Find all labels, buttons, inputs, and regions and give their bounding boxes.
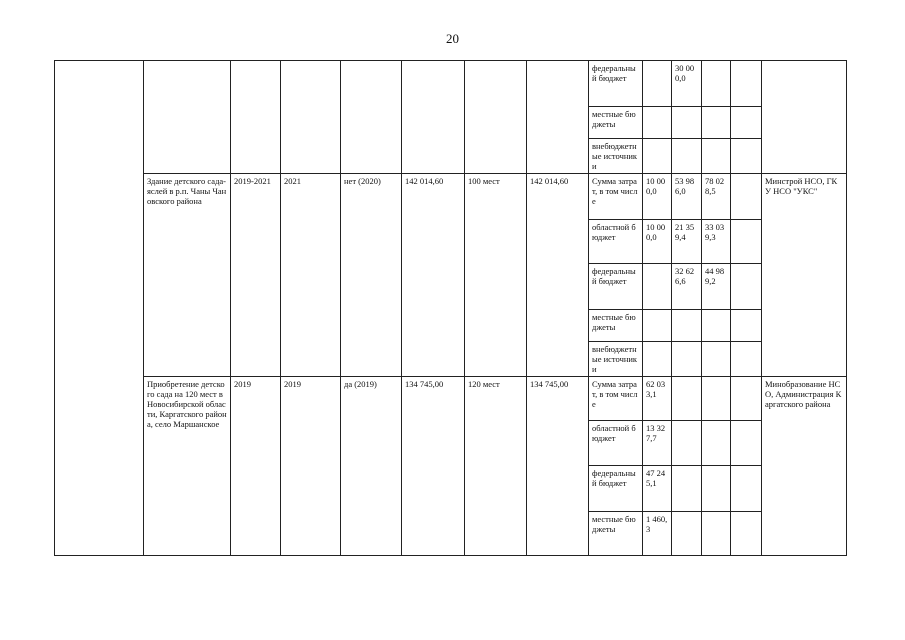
source-label: Сумма затрат, в том числе: [589, 174, 643, 220]
flag: нет (2020): [341, 174, 402, 377]
year: 2021: [281, 174, 341, 377]
cost-2: 142 014,60: [527, 174, 589, 377]
capacity: 120 мест: [465, 377, 527, 556]
source-label: внебюджетные источники: [589, 342, 643, 377]
first-column-cell: [55, 61, 144, 556]
source-label: Сумма затрат, в том числе: [589, 377, 643, 421]
year: 2019: [281, 377, 341, 556]
table-row: областной бюджет 10 000,0 21 359,4 33 039,3: [55, 220, 847, 264]
source-label: местные бюджеты: [589, 107, 643, 139]
source-label: областной бюджет: [589, 220, 643, 264]
source-label: федеральный бюджет: [589, 466, 643, 512]
table-row: Приобретение детского сада на 120 мест в Новосибирской области, Каргатского района, село Маршанское 2019 2019 да (2019) 134 745,00 120 мест 134 745,00 Сумма затрат, в том числе 62 033,1 Минобразование НСО, Администрация Каргатского района: [55, 377, 847, 421]
source-label: федеральный бюджет: [589, 61, 643, 107]
table-row: областной бюджет 13 327,7: [55, 421, 847, 466]
source-label: внебюджетные источники: [589, 139, 643, 174]
object-name: Приобретение детского сада на 120 мест в Новосибирской области, Каргатского района, село Маршанское: [144, 377, 231, 556]
flag: да (2019): [341, 377, 402, 556]
data-table: [54, 60, 847, 556]
capacity: 100 мест: [465, 174, 527, 377]
table-row: федеральный бюджет 32 626,6 44 989,2: [55, 264, 847, 310]
table-row: местные бюджеты 1 460,3: [55, 512, 847, 556]
period: 2019: [231, 377, 281, 556]
page-number: 20: [446, 31, 459, 46]
cost: 142 014,60: [402, 174, 465, 377]
period: 2019-2021: [231, 174, 281, 377]
source-label: местные бюджеты: [589, 512, 643, 556]
source-label: федеральный бюджет: [589, 264, 643, 310]
responsible: Минстрой НСО, ГКУ НСО "УКС": [762, 174, 847, 377]
cost: 134 745,00: [402, 377, 465, 556]
source-label: областной бюджет: [589, 421, 643, 466]
object-name: Здание детского сада-яслей в р.п. Чаны Чановского района: [144, 174, 231, 377]
table-row: федеральный бюджет 47 245,1: [55, 466, 847, 512]
table-row: федеральный бюджет 30 000,0: [55, 61, 847, 107]
table-row: Здание детского сада-яслей в р.п. Чаны Чановского района 2019-2021 2021 нет (2020) 142 014,60 100 мест 142 014,60 Сумма затрат, в том числе 10 000,0 53 986,0 78 028,5 Минстрой НСО, ГКУ НСО "УКС": [55, 174, 847, 220]
cost-2: 134 745,00: [527, 377, 589, 556]
responsible: Минобразование НСО, Администрация Каргатского района: [762, 377, 847, 556]
source-label: местные бюджеты: [589, 310, 643, 342]
